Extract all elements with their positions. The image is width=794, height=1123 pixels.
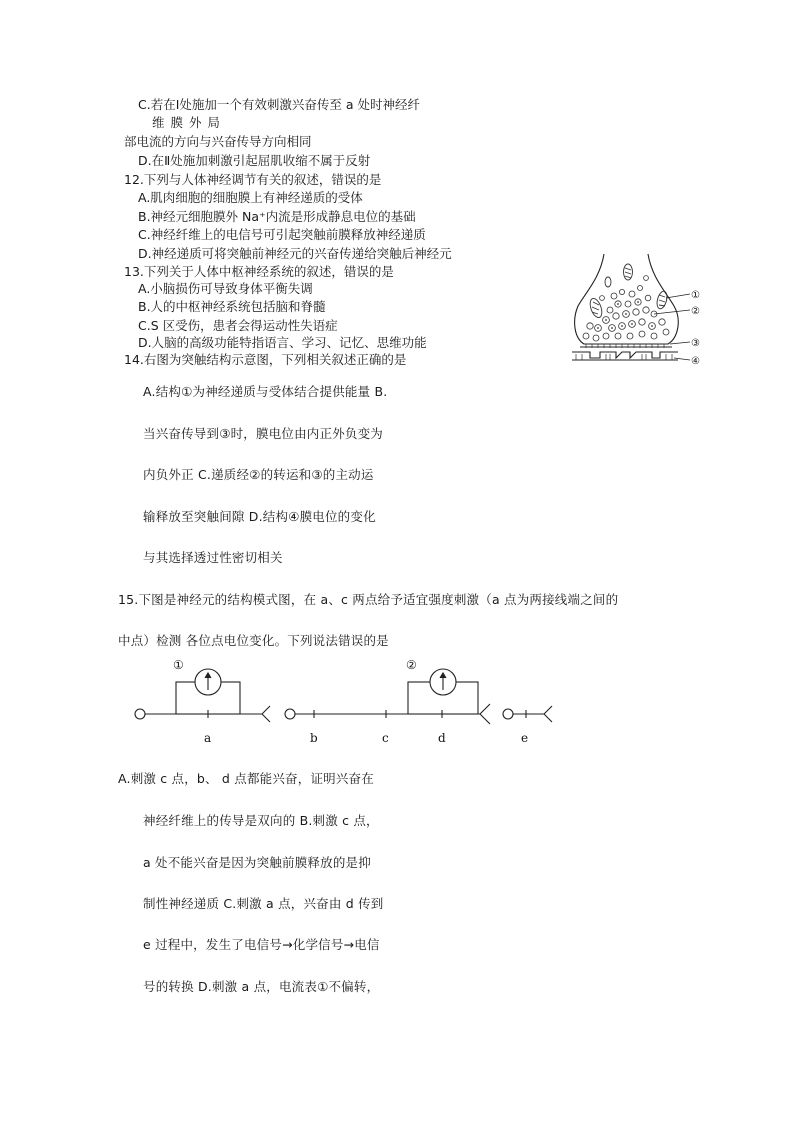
point-e-label: e [521, 731, 529, 745]
q15-line5: e 过程中，发生了电信号→化学信号→电信 [143, 937, 380, 952]
q14-line3: 内负外正 C.递质经②的转运和③的主动运 [143, 467, 374, 482]
q12-option-c: C.神经纤维上的电信号可引起突触前膜释放神经递质 [138, 227, 426, 242]
q12-option-a: A.肌肉细胞的细胞膜上有神经递质的受体 [138, 190, 363, 205]
q12-option-b: B.神经元细胞膜外 Na⁺内流是形成静息电位的基础 [138, 209, 416, 224]
q14-line2: 当兴奋传导到③时，膜电位由内正外负变为 [143, 426, 384, 441]
q15-line3: a 处不能兴奋是因为突触前膜释放的是抑 [143, 855, 371, 870]
q15-line4: 制性神经递质 C.刺激 a 点，兴奋由 d 传到 [143, 896, 384, 911]
q13-option-b: B.人的中枢神经系统包括脑和脊髓 [138, 299, 326, 314]
q11-option-c-line1: C.若在Ⅰ处施加一个有效刺激兴奋传至 a 处时神经纤 [138, 97, 420, 112]
q15-line1: A.刺激 c 点，b、 d 点都能兴奋，证明兴奋在 [118, 771, 374, 786]
q12-stem: 12.下列与人体神经调节有关的叙述，错误的是 [124, 172, 382, 187]
q15-stem-line2: 中点）检测 各位点电位变化。下列说法错误的是 [118, 633, 389, 648]
synapse-diagram [566, 248, 716, 372]
point-d-label: d [438, 731, 446, 745]
q11-option-c-line2: 维 膜 外 局 [152, 115, 221, 130]
synapse-label-1: ① [691, 290, 700, 301]
point-a-label: a [204, 731, 212, 745]
q15-stem-line1: 15.下图是神经元的结构模式图，在 a、c 两点给予适宜强度刺激（a 点为两接线端之间的 [118, 592, 619, 607]
q14-stem: 14.右图为突触结构示意图，下列相关叙述正确的是 [124, 352, 407, 367]
point-b-label: b [310, 731, 318, 745]
q14-line5: 与其选择透过性密切相关 [143, 550, 283, 565]
meter-1-label: ① [173, 658, 184, 672]
synapse-label-4: ④ [691, 356, 700, 367]
q13-option-d: D.人脑的高级功能特指语言、学习、记忆、思维功能 [138, 335, 427, 350]
q13-stem: 13.下列关于人体中枢神经系统的叙述，错误的是 [124, 264, 394, 279]
meter-2-label: ② [406, 658, 417, 672]
q12-option-d: D.神经递质可将突触前神经元的兴奋传递给突触后神经元 [138, 246, 452, 261]
q15-line6: 号的转换 D.刺激 a 点，电流表①不偏转， [143, 979, 380, 994]
neuron-chain-diagram [124, 652, 574, 752]
q11-option-d: D.在Ⅱ处施加刺激引起屈肌收缩不属于反射 [138, 153, 371, 168]
q15-line2: 神经纤维上的传导是双向的 B.刺激 c 点， [143, 813, 379, 828]
synapse-label-2: ② [691, 306, 700, 317]
q11-option-c-line3: 部电流的方向与兴奋传导方向相同 [124, 134, 312, 149]
q14-line1: A.结构①为神经递质与受体结合提供能量 B. [143, 384, 388, 399]
q13-option-c: C.S 区受伤，患者会得运动性失语症 [138, 318, 338, 333]
synapse-label-3: ③ [691, 338, 700, 349]
point-c-label: c [382, 731, 389, 745]
q14-line4: 输释放至突触间隙 D.结构④膜电位的变化 [143, 509, 376, 524]
q13-option-a: A.小脑损伤可导致身体平衡失调 [138, 281, 313, 296]
